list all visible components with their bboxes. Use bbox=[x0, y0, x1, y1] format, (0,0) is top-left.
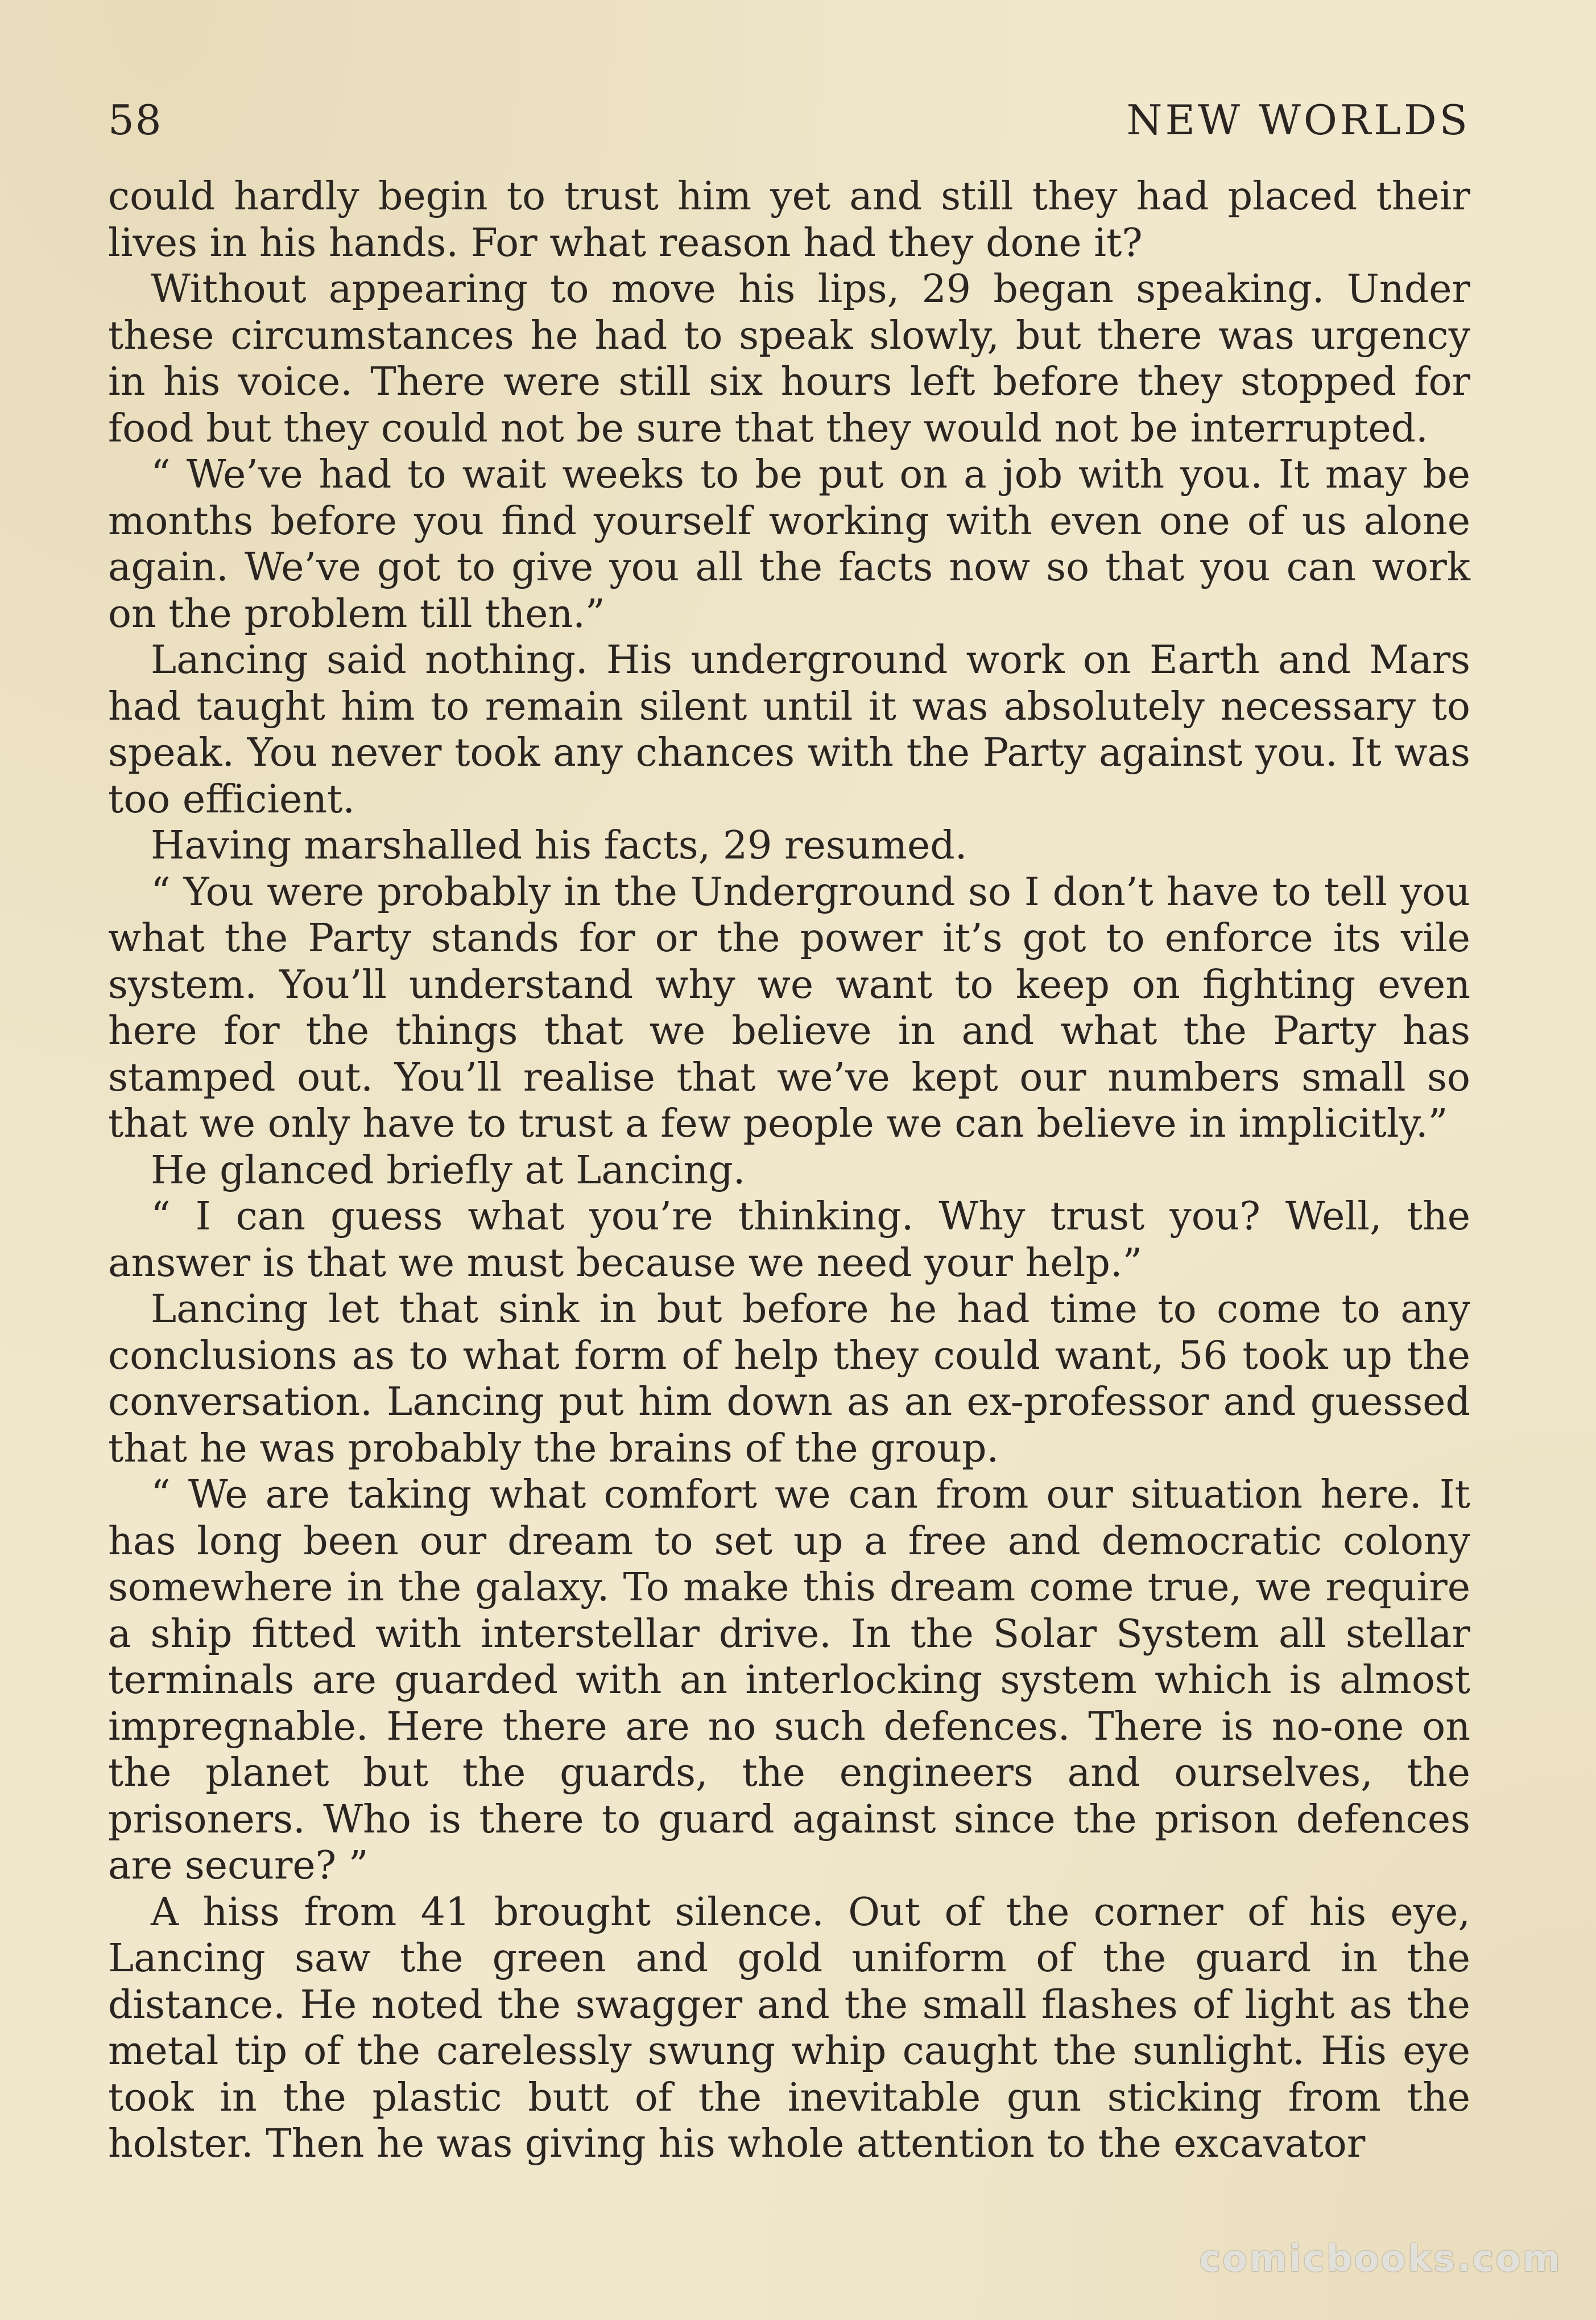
page-number: 58 bbox=[108, 96, 163, 144]
paragraph: could hardly begin to trust him yet and still they had placed their lives in his hands. For what reason had they done it? bbox=[108, 174, 1470, 266]
paragraph: “ You were probably in the Underground so I don’t have to tell you what the Party stands for or the power it’s got to enforce its vile system. You’ll understand why we want to keep on fighting even here for the things that we believe in and what the Party has stamped out. You’ll realise that we’ve kept our numbers small so that we only have to trust a few people we can believe in implicitly.” bbox=[108, 869, 1470, 1146]
paragraph: “ We are taking what comfort we can from our situation here. It has long been our dream to set up a free and democratic colony somewhere in the galaxy. To make this dream come true, we require a ship fitted with interstellar drive. In the Solar System all stellar terminals are guarded with an interlocking system which is almost impregnable. Here there are no such defences. There is no-one on the planet but the guards, the engineers and ourselves, the prisoners. Who is there to guard against since the prison defences are secure? ” bbox=[108, 1472, 1470, 1888]
paragraph: “ I can guess what you’re thinking. Why trust you? Well, the answer is that we must because we need your help.” bbox=[108, 1194, 1470, 1286]
watermark: comicbooks.com bbox=[1199, 2238, 1562, 2280]
running-head bbox=[108, 96, 1470, 162]
body-text bbox=[108, 174, 1470, 2168]
paragraph: Without appearing to move his lips, 29 began speaking. Under these circumstances he had to speak slowly, but there was urgency in his voice. There were still six hours left before they stopped for food but they could not be sure that they would not be interrupted. bbox=[108, 267, 1470, 451]
paragraph: A hiss from 41 brought silence. Out of the corner of his eye, Lancing saw the green and gold uniform of the guard in the distance. He noted the swagger and the small flashes of light as the metal tip of the carelessly swung whip caught the sunlight. His eye took in the plastic butt of the inevitable gun sticking from the holster. Then he was giving his whole attention to the excavator bbox=[108, 1889, 1470, 2166]
paragraph: “ We’ve had to wait weeks to be put on a job with you. It may be months before you find yourself working with even one of us alone again. We’ve got to give you all the facts now so that you can work on the problem till then.” bbox=[108, 452, 1470, 637]
paragraph: Lancing said nothing. His underground work on Earth and Mars had taught him to remain silent until it was absolutely necessary to speak. You never took any chances with the Party against you. It was too efficient. bbox=[108, 638, 1470, 822]
paragraph: He glanced briefly at Lancing. bbox=[151, 1147, 746, 1193]
paragraph: Lancing let that sink in but before he had time to come to any conclusions as to what form of help they could want, 56 took up the conversation. Lancing put him down as an ex-professor and guessed that he was probably the brains of the group. bbox=[108, 1287, 1470, 1471]
book-page bbox=[108, 96, 1470, 2168]
paragraph: Having marshalled his facts, 29 resumed. bbox=[151, 823, 967, 868]
journal-title: NEW WORLDS bbox=[1126, 96, 1470, 144]
